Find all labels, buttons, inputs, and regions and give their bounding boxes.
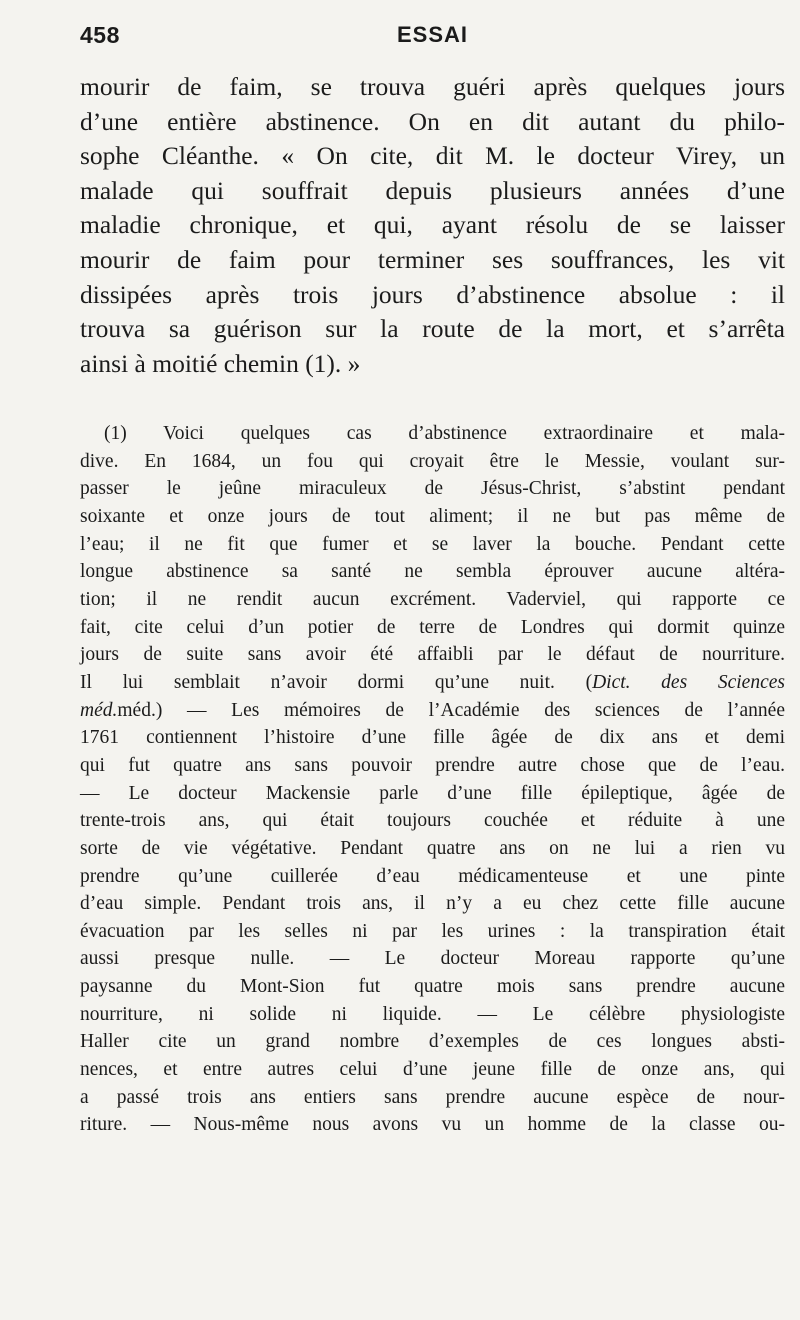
citation-title-cont: méd. — [80, 699, 118, 721]
page-header — [80, 22, 785, 52]
footnote-line: dive. En 1684, un fou qui croyait être le Messie, voulant sur- — [80, 450, 785, 472]
footnote-line: qui fut quatre ans sans pouvoir prendre autre chose que de l’eau. — [80, 754, 785, 776]
text-line: maladie chronique, et qui, ayant résolu de se laisser — [80, 210, 785, 240]
footnote-line: nences, et entre autres celui d’une jeune fille de onze ans, qui — [80, 1059, 785, 1081]
footnote-line-text: méd.) — Les mémoires de l’Académie des sciences de l’année — [117, 699, 785, 721]
text-line: sophe Cléanthe. « On cite, dit M. le docteur Virey, un — [80, 141, 785, 171]
footnote-line: évacuation par les selles ni par les urines : la transpiration était — [80, 920, 785, 942]
footnote-line: a passé trois ans entiers sans prendre aucune espèce de nour- — [80, 1086, 785, 1108]
text-line: d’une entière abstinence. On en dit autant du philo- — [80, 106, 785, 136]
footnote-line: l’eau; il ne fit que fumer et se laver la bouche. Pendant cette — [80, 533, 785, 555]
page-number: 458 — [80, 22, 120, 48]
footnote-line: jours de suite sans avoir été affaibli par le défaut de nourriture. — [80, 644, 785, 666]
footnote-line: fait, cite celui d’un potier de terre de Londres qui dormit quinze — [80, 616, 785, 638]
footnote-line: (1) Voici quelques cas d’abstinence extraordinaire et mala- — [104, 423, 785, 444]
footnote-line: trente-trois ans, qui était toujours couchée et réduite à une — [80, 810, 785, 832]
footnote-line — [80, 669, 785, 697]
text-line: malade qui souffrait depuis plusieurs années d’une — [80, 175, 785, 205]
text-line: dissipées après trois jours d’abstinence absolue : il — [80, 279, 785, 309]
footnote-line: prendre qu’une cuillerée d’eau médicamenteuse et une pinte — [80, 865, 785, 887]
footnote-line-text: Il lui semblait n’avoir dormi qu’une nuit. — [80, 671, 586, 693]
text-line: ainsi à moitié chemin (1). » — [80, 348, 361, 378]
footnote-line: d’eau simple. Pendant trois ans, il n’y a eu chez cette fille aucune — [80, 893, 785, 915]
citation-title: Dict. des Sciences — [592, 671, 785, 693]
footnote-line: — Le docteur Mackensie parle d’une fille épileptique, âgée de — [80, 782, 785, 804]
footnote-line: soixante et onze jours de tout aliment; il ne but pas même de — [80, 505, 785, 527]
citation-open: ( — [585, 671, 593, 693]
footnote-line: aussi presque nulle. — Le docteur Moreau rapporte qu’une — [80, 948, 785, 970]
footnote-line: passer le jeûne miraculeux de Jésus-Christ, s’abstint pendant — [80, 478, 785, 500]
main-text — [80, 70, 785, 381]
footnote-line: 1761 contiennent l’histoire d’une fille âgée de dix ans et demi — [80, 727, 785, 749]
footnote-line — [80, 697, 785, 725]
footnote-line: longue abstinence sa santé ne sembla éprouver aucune altéra- — [80, 561, 785, 583]
footnote-line: tion; il ne rendit aucun excrément. Vaderviel, qui rapporte ce — [80, 588, 785, 610]
footnote-line: Haller cite un grand nombre d’exemples de ces longues absti- — [80, 1031, 785, 1053]
running-head: ESSAI — [396, 22, 469, 47]
text-line: trouva sa guérison sur la route de la mort, et s’arrêta — [80, 314, 785, 344]
footnote-line: paysanne du Mont-Sion fut quatre mois sans prendre aucune — [80, 976, 785, 998]
text-line: mourir de faim pour terminer ses souffrances, les vit — [80, 244, 785, 274]
footnote-line: nourriture, ni solide ni liquide. — Le célèbre physiologiste — [80, 1003, 785, 1025]
footnote-line: riture. — Nous-même nous avons vu un homme de la classe ou- — [80, 1114, 785, 1136]
text-line: mourir de faim, se trouva guéri après quelques jours — [80, 72, 785, 101]
footnote-line: sorte de vie végétative. Pendant quatre ans on ne lui a rien vu — [80, 837, 785, 859]
footnote — [80, 420, 785, 1139]
